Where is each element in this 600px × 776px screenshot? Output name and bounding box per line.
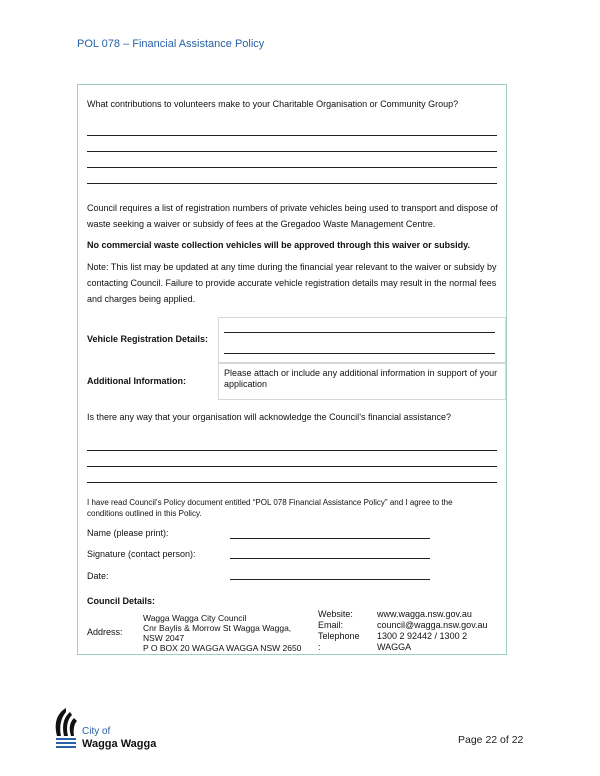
address-line: P O BOX 20 WAGGA WAGGA NSW 2650 [143,643,302,653]
address-line: Wagga Wagga City Council [143,613,247,623]
city-logo [52,706,162,754]
email-label: Email: [318,620,344,630]
telephone-label: Telephone [318,631,360,641]
city-emblem-icon [52,706,80,750]
volunteers-question: What contributions to volunteers make to your Charitable Organisation or Community Group? [87,99,459,109]
answer-line[interactable] [87,183,497,184]
logo-text-wagga: Wagga Wagga [82,738,157,750]
answer-line[interactable] [87,135,497,136]
telephone-colon: : [318,642,321,652]
contact-values [377,609,502,653]
address-line: Cnr Baylis & Morrow St Wagga Wagga, [143,623,292,633]
vehicle-registration-label: Vehicle Registration Details: [87,334,209,344]
answer-line[interactable] [87,450,497,451]
answer-line[interactable] [87,466,497,467]
council-details-heading: Council Details: [87,596,156,606]
signature-label: Signature (contact person): [87,549,196,559]
additional-info-text: Please attach or include any additional information in support of your application [224,368,498,389]
address-label: Address: [87,627,123,637]
email-link[interactable]: council@wagga.nsw.gov.au [377,620,488,630]
answer-line[interactable] [87,167,497,168]
answer-line[interactable] [87,482,497,483]
registration-note: Council requires a list of registration numbers of private vehicles being used to transport and dispose of waste seeking a waiver or subsidy of fees at the Gregadoo Waste Management Centre. [87,203,498,229]
vehicle-registration-line[interactable] [224,332,495,333]
date-label: Date: [87,571,109,581]
contact-labels [318,609,360,653]
vehicle-registration-box [218,317,506,363]
update-note: Note: This list may be updated at any time during the financial year relevant to the waiver or subsidy by contacting Council. Failure to provide accurate vehicle registration details may result in the normal fees and charges being applied. [87,262,497,304]
acknowledge-question: Is there any way that your organisation will acknowledge the Council’s financial assistance? [87,412,452,422]
telephone-value: 1300 2 92442 / 1300 2 [377,631,468,641]
declaration-text: I have read Council’s Policy document entitled “POL 078 Financial Assistance Policy” and I agree to the conditions outlined in this Policy. [87,498,453,518]
address-line: NSW 2047 [143,633,185,643]
document-header: POL 078 – Financial Assistance Policy [77,38,265,50]
address-block [143,613,308,653]
website-label: Website: [318,609,353,619]
logo-text-city-of: City of [82,726,111,737]
additional-info-label: Additional Information: [87,376,186,386]
name-label: Name (please print): [87,528,169,538]
answer-line[interactable] [87,151,497,152]
commercial-note: No commercial waste collection vehicles will be approved through this waiver or subsidy. [87,240,470,250]
website-link[interactable]: www.wagga.nsw.gov.au [377,609,472,619]
date-input-line[interactable] [230,579,430,580]
vehicle-registration-line[interactable] [224,353,495,354]
page-number: Page 22 of 22 [458,734,524,746]
signature-input-line[interactable] [230,558,430,559]
name-input-line[interactable] [230,538,430,539]
telephone-value-cont: WAGGA [377,642,412,652]
